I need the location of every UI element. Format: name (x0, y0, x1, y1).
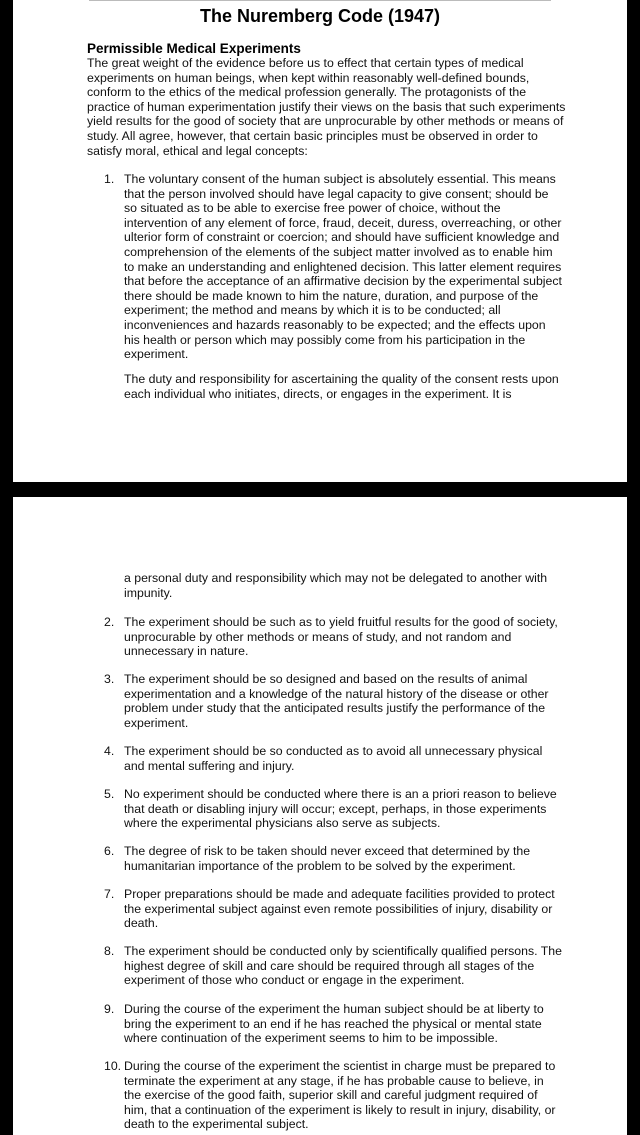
list-item-text: No experiment should be conducted where there is an a priori reason to believe that death or disabling injury will occur; except, perhaps, in those experiments where the experimental physicians also serve as subjects. (124, 787, 557, 831)
list-item-number: 7. (104, 887, 115, 901)
list-item-text: During the course of the experiment the scientist in charge must be prepared to terminate the experiment at any stage, if he has probable cause to believe, in the exercise of the good faith, superior skill and careful judgment required of him, that a continuation of the experiment is likely to result in injury, disability, or death to the experimental subject. (124, 1059, 556, 1132)
intro-paragraph: The great weight of the evidence before us to effect that certain types of medical experiments on human beings, when kept within reasonably well-defined bounds, conform to the ethics of the medical profession generally. The protagonists of the practice of human experimentation justify their views on the basis that such experiments yield results for the good of society that are unprocurable by other methods or means of study. All agree, however, that certain basic principles must be observed in order to satisfy moral, ethical and legal concepts: (87, 56, 566, 158)
list-item-text: The degree of risk to be taken should never exceed that determined by the humanitarian importance of the problem to be solved by the experiment. (124, 844, 531, 873)
list-item-text: During the course of the experiment the human subject should be at liberty to bring the experiment to an end if he has reached the physical or mental state where continuation of the experiment seems to him to be impossible. (124, 1002, 544, 1046)
document-page-1 (13, 0, 627, 482)
list-item-number: 9. (104, 1002, 115, 1016)
list-item-number: 2. (104, 615, 115, 629)
list-item-text: The voluntary consent of the human subject is absolutely essential. This means that the person involved should have legal capacity to give consent; should be so situated as to be able to exercise free power of choice, without the intervention of any element of force, fraud, deceit, duress, overreaching, or other ulterior form of constraint or coercion; and should have sufficient knowledge and comprehension of the elements of the subject matter involved as to enable him to make an understanding and enlightened decision. This latter element requires that before the acceptance of an affirmative decision by the experimental subject there should be made known to him the nature, duration, and purpose of the experiment; the method and means by which it is to be conducted; all inconveniences and hazards reasonably to be expected; and the effects upon his health or person which may possibly come from his participation in the experiment. (124, 172, 562, 362)
list-item-text: The experiment should be such as to yield fruitful results for the good of society, unprocurable by other methods or means of study, and not random and unnecessary in nature. (124, 615, 558, 659)
list-item-number: 3. (104, 672, 115, 686)
list-item-number: 6. (104, 844, 115, 858)
list-item-text: The experiment should be so conducted as to avoid all unnecessary physical and mental suffering and injury. (124, 744, 543, 773)
list-item-text: Proper preparations should be made and adequate facilities provided to protect the experimental subject against even remote possibilities of injury, disability or death. (124, 887, 555, 931)
document-title: The Nuremberg Code (1947) (199, 6, 441, 26)
list-item-text: The experiment should be conducted only by scientifically qualified persons. The highest degree of skill and care should be required through all stages of the experiment of those who conduct or engage in the experiment. (124, 944, 562, 988)
list-item-number: 4. (104, 744, 115, 758)
list-item-number: 10. (104, 1059, 122, 1073)
list-item-number: 8. (104, 944, 115, 958)
item-1-second-paragraph: The duty and responsibility for ascertaining the quality of the consent rests upon each individual who initiates, directs, or engages in the experiment. It is (124, 372, 559, 401)
list-item-number: 1. (104, 172, 115, 186)
section-heading: Permissible Medical Experiments (87, 41, 301, 56)
document-page-2 (13, 497, 627, 1135)
list-item-number: 5. (104, 787, 115, 801)
list-item-text: The experiment should be so designed and based on the results of animal experimentation and a knowledge of the natural history of the disease or other problem under study that the anticipated results justify the performance of the experiment. (124, 672, 549, 730)
top-rule (89, 0, 551, 1)
item-1-continuation: a personal duty and responsibility which may not be delegated to another with impunity. (124, 571, 548, 600)
